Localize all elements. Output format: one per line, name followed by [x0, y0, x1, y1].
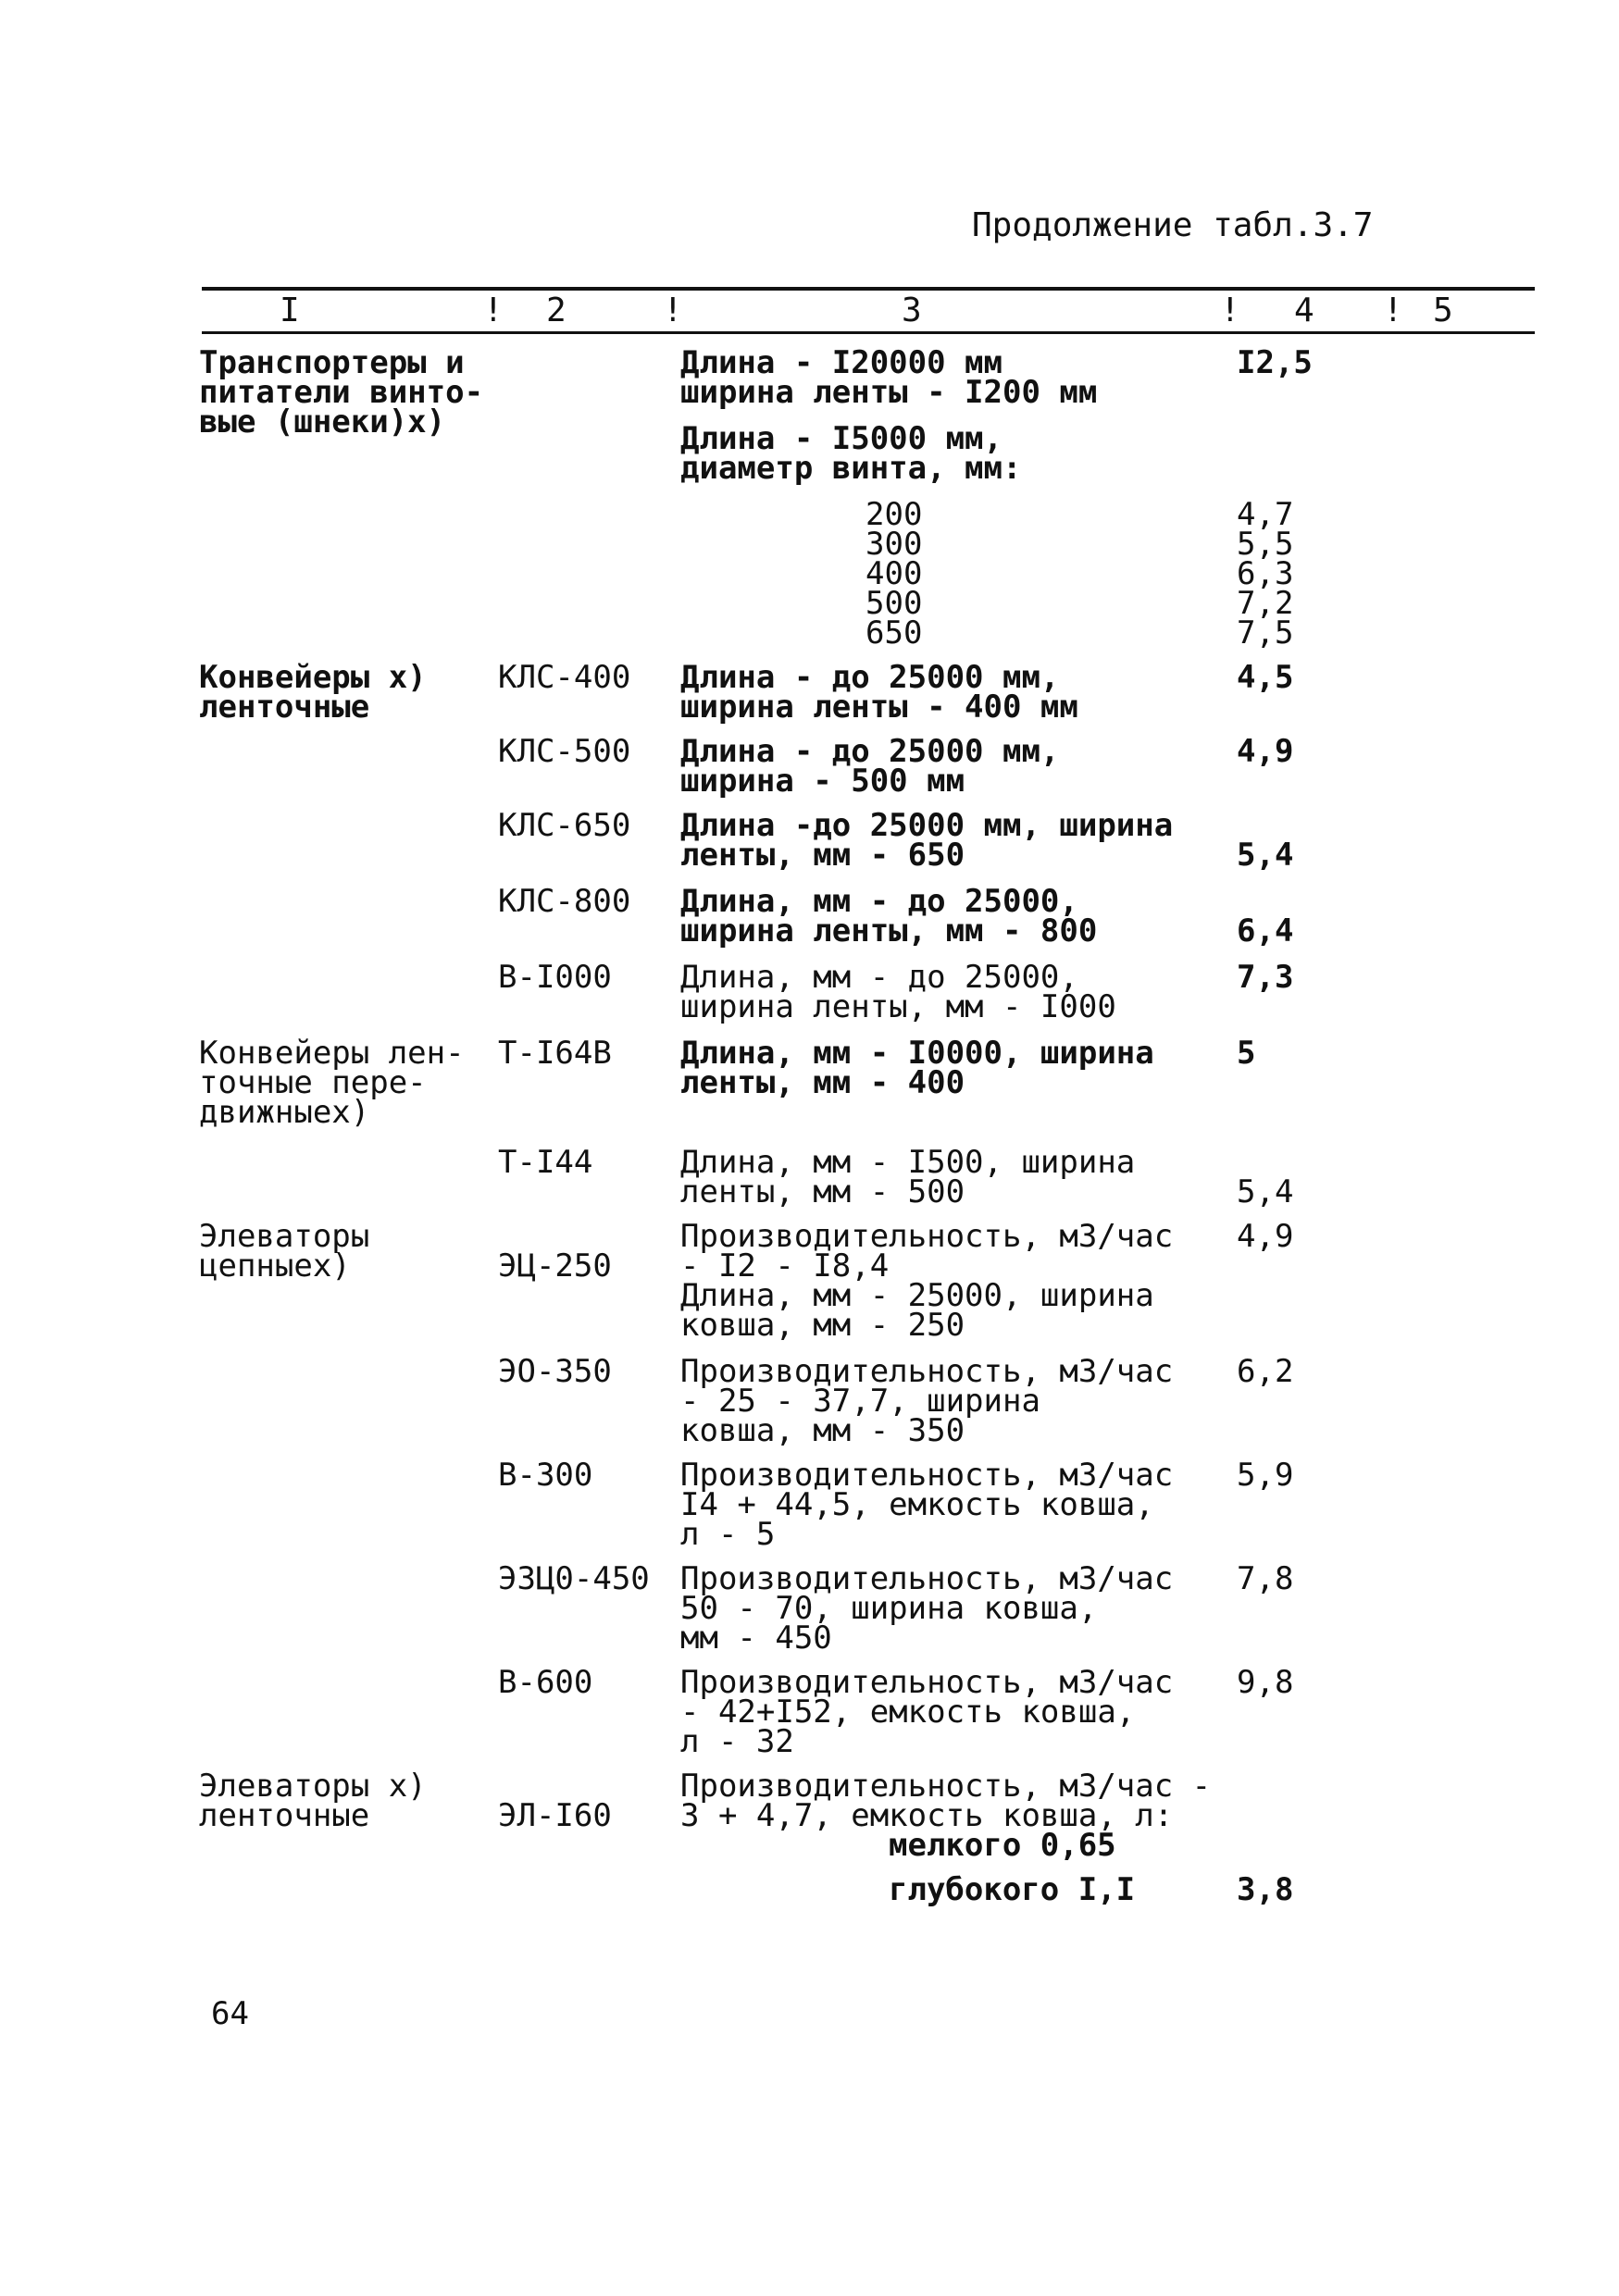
table-header-rule: [202, 331, 1535, 334]
row-9-c3-line-1: ленты, мм - 500: [680, 1173, 965, 1210]
row-12-c3-line-2: л - 5: [680, 1516, 776, 1553]
row-13-c3-line-2: мм - 450: [680, 1620, 832, 1657]
row-8-c3-line-1: ленты, мм - 400: [680, 1064, 965, 1101]
col-header-3: 3: [902, 292, 922, 329]
row-11-c2: ЭО-350: [498, 1353, 612, 1390]
row-0-c4: I2,5: [1237, 344, 1313, 381]
row-4-c4: 4,9: [1237, 733, 1294, 770]
row-2-c4-line-0: 4,7: [1237, 496, 1294, 533]
row-15-c1-line-0: Элеваторы x): [199, 1768, 427, 1805]
row-0-c1-line-1: питатели винто-: [199, 374, 484, 411]
row-11-c3-line-0: Производительность, м3/час: [680, 1353, 1174, 1390]
row-5-c3-line-1: ленты, мм - 650: [680, 837, 965, 874]
col-separator-3: !: [1220, 292, 1240, 329]
row-3-c3-line-0: Длина - до 25000 мм,: [680, 659, 1060, 696]
row-7-c2: В-I000: [498, 959, 612, 996]
row-15-c3-line-2: мелкого 0,65: [889, 1827, 1116, 1864]
row-12-c3-line-1: I4 + 44,5, емкость ковша,: [680, 1486, 1154, 1523]
row-5-c4: 5,4: [1237, 837, 1294, 874]
row-0-c1-line-0: Транспортеры и: [199, 344, 465, 381]
row-3-c2: КЛС-400: [498, 659, 631, 696]
row-6-c3-line-0: Длина, мм - до 25000,: [680, 883, 1078, 920]
col-separator-4: !: [1383, 292, 1403, 329]
row-8-c2: Т-I64В: [498, 1035, 612, 1072]
row-10-c1-line-0: Элеваторы: [199, 1218, 370, 1255]
col-header-4: 4: [1294, 292, 1314, 329]
row-15-c1-line-1: ленточные: [199, 1797, 370, 1834]
row-4-c2: КЛС-500: [498, 733, 631, 770]
row-2-c3-line-2: 400: [866, 555, 923, 592]
row-3-c1-line-0: Конвейеры x): [199, 659, 427, 696]
row-0-c3-line-0: Длина - I20000 мм: [680, 344, 1003, 381]
row-10-c3-line-0: Производительность, м3/час: [680, 1218, 1174, 1255]
row-2-c3-line-0: 200: [866, 496, 923, 533]
row-14-c2: В-600: [498, 1664, 593, 1701]
row-8-c1-line-2: движныеx): [199, 1094, 370, 1131]
row-5-c3-line-0: Длина -до 25000 мм, ширина: [680, 807, 1174, 844]
row-10-c4: 4,9: [1237, 1218, 1294, 1255]
row-10-c3-line-2: Длина, мм - 25000, ширина: [680, 1277, 1154, 1314]
row-11-c3-line-1: - 25 - 37,7, ширина: [680, 1383, 1040, 1420]
page-number: 64: [211, 1995, 249, 2032]
row-9-c3-line-0: Длина, мм - I500, ширина: [680, 1144, 1136, 1181]
row-14-c3-line-1: - 42+I52, емкость ковша,: [680, 1694, 1136, 1731]
row-7-c3-line-1: ширина ленты, мм - I000: [680, 988, 1116, 1025]
row-14-c3-line-2: л - 32: [680, 1723, 794, 1760]
row-8-c1-line-0: Конвейеры лен-: [199, 1035, 465, 1072]
row-1-c3-line-0: Длина - I5000 мм,: [680, 420, 1003, 457]
row-3-c3-line-1: ширина ленты - 400 мм: [680, 689, 1078, 726]
row-14-c4: 9,8: [1237, 1664, 1294, 1701]
row-4-c3-line-0: Длина - до 25000 мм,: [680, 733, 1060, 770]
row-3-c4: 4,5: [1237, 659, 1294, 696]
row-12-c3-line-0: Производительность, м3/час: [680, 1457, 1174, 1494]
row-1-c3-line-1: диаметр винта, мм:: [680, 450, 1022, 487]
row-0-c1-line-2: вые (шнеки)x): [199, 403, 446, 441]
row-2-c4-line-2: 6,3: [1237, 555, 1294, 592]
continuation-title: Продолжение табл.3.7: [972, 206, 1374, 244]
row-15-c3-line-3: глубокого I,I: [889, 1871, 1136, 1908]
row-11-c4: 6,2: [1237, 1353, 1294, 1390]
row-2-c4-line-1: 5,5: [1237, 526, 1294, 563]
row-15-c4: 3,8: [1237, 1871, 1294, 1908]
row-0-c3-line-1: ширина ленты - I200 мм: [680, 374, 1098, 411]
row-4-c3-line-1: ширина - 500 мм: [680, 763, 965, 800]
row-5-c2: КЛС-650: [498, 807, 631, 844]
col-header-2: 2: [546, 292, 567, 329]
row-15-c2: ЭЛ-I60: [498, 1797, 612, 1834]
row-14-c3-line-0: Производительность, м3/час: [680, 1664, 1174, 1701]
row-10-c2: ЭЦ-250: [498, 1247, 612, 1285]
col-header-1: I: [280, 292, 300, 329]
row-8-c3-line-0: Длина, мм - I0000, ширина: [680, 1035, 1154, 1072]
row-10-c3-line-3: ковша, мм - 250: [680, 1307, 965, 1344]
row-13-c2: ЭЗЦ0-450: [498, 1560, 650, 1597]
row-2-c4-line-3: 7,2: [1237, 585, 1294, 622]
row-13-c3-line-0: Производительность, м3/час: [680, 1560, 1174, 1597]
row-11-c3-line-2: ковша, мм - 350: [680, 1412, 965, 1449]
table-top-rule: [202, 287, 1535, 291]
col-separator-1: !: [483, 292, 504, 329]
col-header-5: 5: [1433, 292, 1453, 329]
row-2-c3-line-1: 300: [866, 526, 923, 563]
row-13-c4: 7,8: [1237, 1560, 1294, 1597]
row-2-c4-line-4: 7,5: [1237, 614, 1294, 652]
row-10-c1-line-1: цепныеx): [199, 1247, 351, 1285]
row-2-c3-line-3: 500: [866, 585, 923, 622]
row-7-c4: 7,3: [1237, 959, 1294, 996]
col-separator-2: !: [663, 292, 683, 329]
row-6-c3-line-1: ширина ленты, мм - 800: [680, 912, 1098, 949]
row-9-c2: Т-I44: [498, 1144, 593, 1181]
row-10-c3-line-1: - I2 - I8,4: [680, 1247, 890, 1285]
row-7-c3-line-0: Длина, мм - до 25000,: [680, 959, 1078, 996]
row-8-c1-line-1: точные пере-: [199, 1064, 427, 1101]
row-15-c3-line-0: Производительность, м3/час -: [680, 1768, 1212, 1805]
row-9-c4: 5,4: [1237, 1173, 1294, 1210]
row-12-c4: 5,9: [1237, 1457, 1294, 1494]
row-15-c3-line-1: 3 + 4,7, емкость ковша, л:: [680, 1797, 1174, 1834]
row-6-c2: КЛС-800: [498, 883, 631, 920]
row-13-c3-line-1: 50 - 70, ширина ковша,: [680, 1590, 1098, 1627]
row-8-c4: 5: [1237, 1035, 1256, 1072]
row-2-c3-line-4: 650: [866, 614, 923, 652]
row-3-c1-line-1: ленточные: [199, 689, 370, 726]
row-6-c4: 6,4: [1237, 912, 1294, 949]
row-12-c2: В-300: [498, 1457, 593, 1494]
